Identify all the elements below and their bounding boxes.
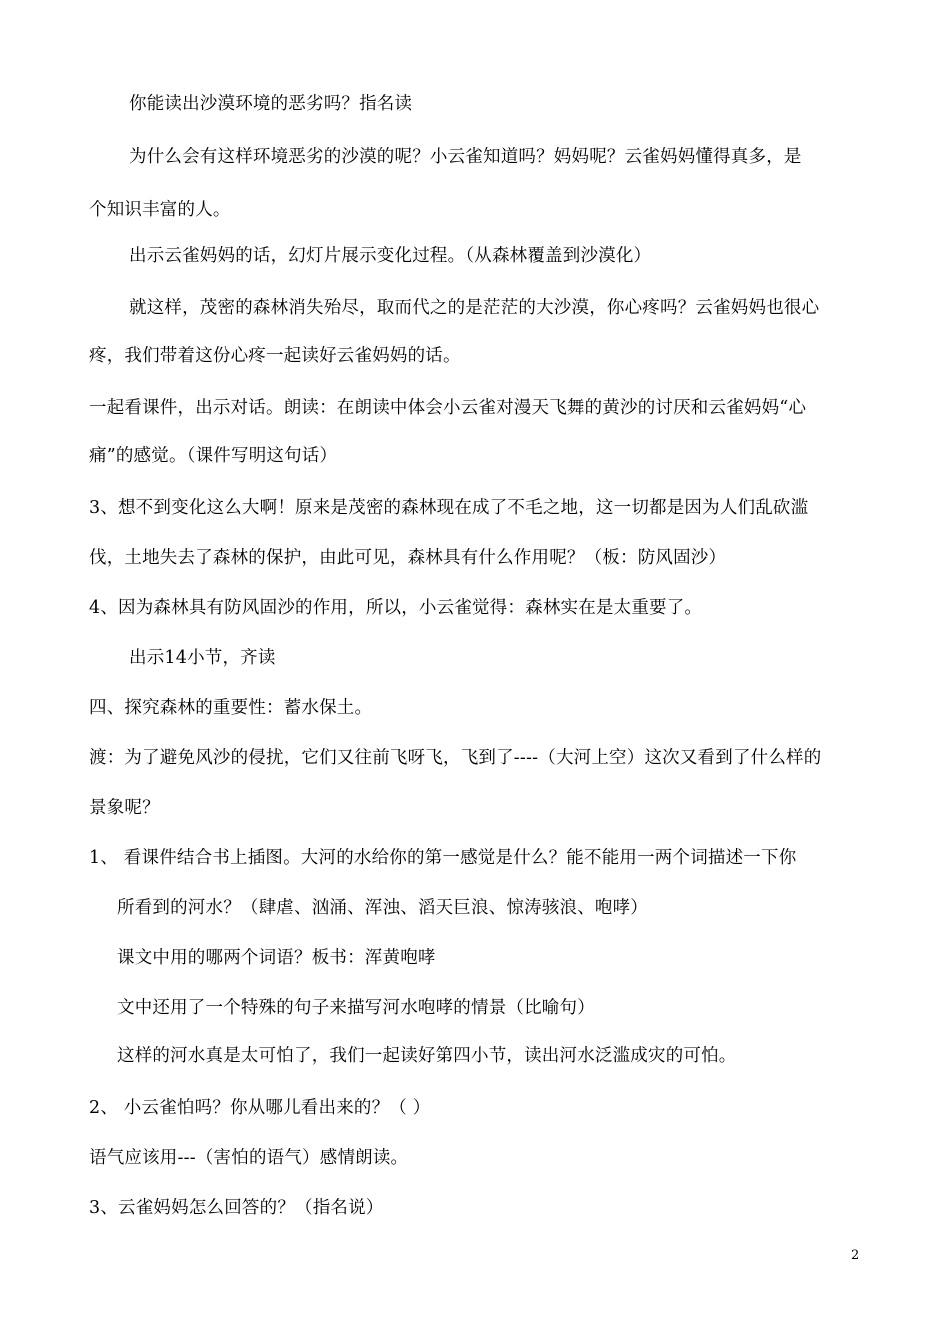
paragraph-line: 文中还用了一个特殊的句子来描写河水咆哮的情景（比喻句） (117, 998, 595, 1018)
paragraph-line: 痛”的感觉。（课件写明这句话） (89, 446, 338, 466)
paragraph-line: 2、 小云雀怕吗？你从哪儿看出来的？（ ） (89, 1098, 431, 1118)
paragraph-line: 出示14小节，齐读 (129, 648, 276, 668)
paragraph-line: 四、探究森林的重要性：蓄水保土。 (89, 698, 373, 718)
page-number: 2 (851, 1248, 860, 1263)
paragraph-line: 就这样，茂密的森林消失殆尽，取而代之的是茫茫的大沙漠，你心疼吗？云雀妈妈也很心 (129, 298, 820, 318)
paragraph-line: 1、 看课件结合书上插图。大河的水给你的第一感觉是什么？能不能用一两个词描述一下你 (89, 848, 797, 868)
paragraph-line: 为什么会有这样环境恶劣的沙漠的呢？小云雀知道吗？妈妈呢？云雀妈妈懂得真多，是 (129, 147, 802, 167)
paragraph-line: 一起看课件，出示对话。朗读：在朗读中体会小云雀对漫天飞舞的黄沙的讨厌和云雀妈妈“心 (89, 398, 807, 418)
paragraph-line: 景象呢？ (89, 798, 160, 818)
paragraph-line: 你能读出沙漠环境的恶劣吗？指名读 (129, 94, 413, 114)
paragraph-line: 3、云雀妈妈怎么回答的？（指名说） (89, 1198, 384, 1218)
paragraph-line: 个知识丰富的人。 (89, 200, 231, 220)
paragraph-line: 渡：为了避免风沙的侵扰，它们又往前飞呀飞，飞到了----（大河上空）这次又看到了什么样的 (89, 748, 822, 768)
paragraph-line: 4、因为森林具有防风固沙的作用，所以，小云雀觉得：森林实在是太重要了。 (89, 598, 703, 618)
paragraph-line: 这样的河水真是太可怕了，我们一起读好第四小节，读出河水泛滥成灾的可怕。 (117, 1046, 737, 1066)
paragraph-line: 语气应该用---（害怕的语气）感情朗读。 (89, 1148, 409, 1168)
paragraph-line: 3、想不到变化这么大啊！原来是茂密的森林现在成了不毛之地，这一切都是因为人们乱砍滥 (89, 498, 809, 518)
paragraph-line: 伐，土地失去了森林的保护，由此可见，森林具有什么作用呢？（板：防风固沙） (89, 548, 727, 568)
paragraph-line: 课文中用的哪两个词语？板书：浑黄咆哮 (117, 948, 436, 968)
paragraph-line: 所看到的河水？（肆虐、汹涌、浑浊、滔天巨浪、惊涛骇浪、咆哮） (117, 898, 648, 918)
paragraph-line: 疼，我们带着这份心疼一起读好云雀妈妈的话。 (89, 346, 461, 366)
paragraph-line: 出示云雀妈妈的话，幻灯片展示变化过程。（从森林覆盖到沙漠化） (129, 246, 652, 266)
